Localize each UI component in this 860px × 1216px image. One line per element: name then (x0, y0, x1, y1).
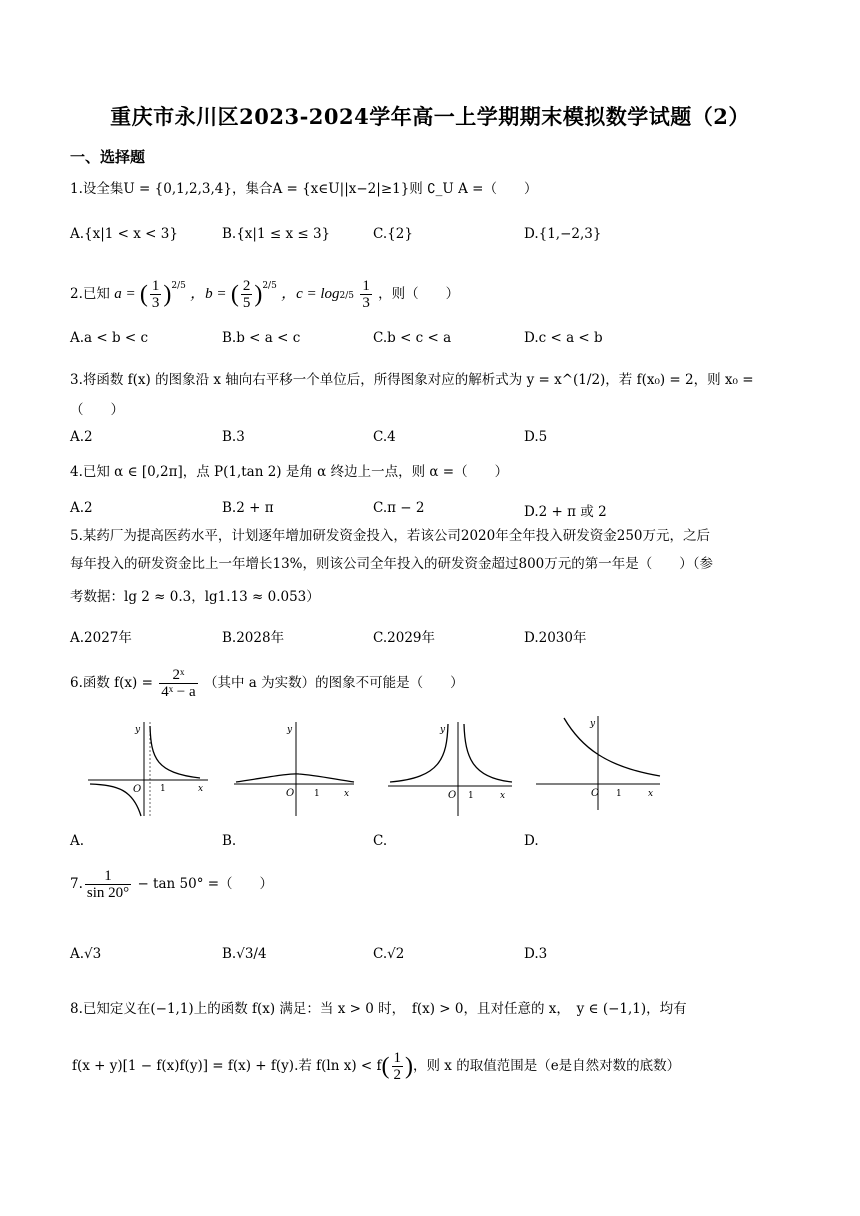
q7-frac-num: 1 (85, 868, 131, 885)
q6-frac-den: 4ˣ − a (161, 684, 196, 700)
question-5-line3: 考数据：lg 2 ≈ 0.3，lg1.13 ≈ 0.053） (70, 589, 320, 605)
q1-option-c: C.{2} (373, 226, 413, 242)
question-3-line2: （ ） (70, 402, 124, 418)
graph-c-x-label: x (500, 791, 506, 801)
q6-graph-a (88, 718, 213, 818)
q6-graph-c (388, 718, 513, 818)
graph-b-y-label: y (287, 725, 293, 735)
question-4-stem: 4.已知 α ∈ [0,2π]，点 P(1,tan 2) 是角 α 终边上一点，则 α =（ ） (70, 464, 509, 480)
q2-option-d: D.c < a < b (524, 330, 603, 346)
graph-a-x-label: x (198, 784, 204, 794)
q3-option-d: D.5 (524, 429, 548, 445)
q6-graph-d (536, 712, 661, 812)
graph-a-y-label: y (135, 725, 141, 735)
graph-c-origin-label: O (448, 790, 457, 801)
q4-option-a: A.2 (70, 500, 93, 516)
graph-c-one-label: 1 (468, 791, 474, 801)
q5-option-a: A.2027年 (70, 630, 132, 646)
q4-option-d: D.2 + π 或 2 (524, 504, 607, 520)
page-title: 重庆市永川区2023-2024学年高一上学期期末模拟数学试题（2） (110, 104, 750, 129)
q6-prefix: 6.函数 f(x) = (70, 675, 153, 691)
q4-option-c: C.π − 2 (373, 500, 425, 516)
section-heading: 一、选择题 (70, 148, 146, 166)
q1-option-d: D.{1,−2,3} (524, 226, 602, 242)
graph-d-origin-label: O (591, 788, 600, 799)
q3-option-b: B.3 (222, 429, 245, 445)
q3-option-c: C.4 (373, 429, 396, 445)
graph-b-one-label: 1 (314, 789, 320, 799)
q8-frac-den: 2 (393, 1067, 401, 1083)
graph-d-one-label: 1 (616, 789, 622, 799)
q7-option-b: B.√3/4 (222, 946, 267, 962)
q1-option-b: B.{x|1 ≤ x ≤ 3} (222, 226, 331, 242)
q7-option-d: D.3 (524, 946, 548, 962)
question-5-line1: 5.某药厂为提高医药水平，计划逐年增加研发资金投入，若该公司2020年全年投入研发资金250万元，之后 (70, 528, 711, 544)
graph-c-y-label: y (440, 725, 446, 735)
q8-frac-num: 1 (393, 1050, 401, 1066)
q2-b-label: ，b = (190, 286, 227, 302)
q6-graph-label-d: D. (524, 833, 539, 849)
q5-option-d: D.2030年 (524, 630, 587, 646)
q2-prefix: 2.已知 (70, 286, 110, 302)
question-6-stem (70, 662, 464, 704)
question-3-line1: 3.将函数 f(x) 的图象沿 x 轴向右平移一个单位后，所得图象对应的解析式为 y = x^(1/2)，若 f(x₀) = 2，则 x₀ = (70, 372, 754, 388)
q5-option-b: B.2028年 (222, 630, 285, 646)
q2-a-label: a = (114, 286, 136, 302)
q8-line2-a: f(x + y)[1 − f(x)f(y)] = f(x) + f(y).若 f(ln x) < f (72, 1058, 382, 1074)
q7-prefix: 7. (70, 876, 83, 892)
q2-option-c: C.b < c < a (373, 330, 452, 346)
q2-option-a: A.a < b < c (70, 330, 149, 346)
graph-a-origin-label: O (133, 784, 142, 795)
q2-c-label: ，c = log (281, 286, 340, 302)
q6-graph-label-c: C. (373, 833, 388, 849)
q4-option-b: B.2 + π (222, 500, 274, 516)
q5-option-c: C.2029年 (373, 630, 435, 646)
q1-option-a: A.{x|1 < x < 3} (70, 226, 178, 242)
q6-graph-label-b: B. (222, 833, 237, 849)
graph-b-x-label: x (344, 789, 350, 799)
question-7-stem (70, 862, 273, 906)
q3-option-a: A.2 (70, 429, 93, 445)
graph-d-x-label: x (648, 789, 654, 799)
q7-frac-den: sin 20° (86, 885, 130, 901)
graph-d-y-label: y (590, 719, 596, 729)
question-1-stem: 1.设全集U = {0,1,2,3,4}，集合A = {x∈U||x−2|≥1}则 ∁_U A =（ ） (70, 181, 538, 197)
q6-suffix: （其中 a 为实数）的图象不可能是（ ） (203, 675, 464, 691)
graph-b-origin-label: O (286, 788, 295, 799)
question-8-line1: 8.已知定义在(−1,1)上的函数 f(x) 满足：当 x > 0 时， f(x) > 0，且对任意的 x， y ∈ (−1,1)，均有 (70, 1001, 687, 1017)
q6-graph-label-a: A. (70, 833, 85, 849)
question-2-stem: 2.已知 a = ( $\frac{1}{3}$ )$^{2/5}$ ，b = ( $\frac{2}{5}$ )$^{2/5}$ ，c = log2/5 $\frac{1}{3}$ ，则（ ） (70, 278, 460, 311)
q6-graph-b (234, 718, 359, 818)
q2-suffix: ，则（ ） (378, 286, 460, 302)
q7-suffix: − tan 50° =（ ） (137, 876, 274, 892)
question-8-line2: f(x + y)[1 − f(x)f(y)] = f(x) + f(y).若 f(ln x) < f( $\frac{1}{2}$ )，则 x 的取值范围是（e是自然对数的底数） (72, 1050, 681, 1083)
q8-line2-b: ，则 x 的取值范围是（e是自然对数的底数） (413, 1058, 681, 1074)
q2-option-b: B.b < a < c (222, 330, 301, 346)
q6-frac-num: 2ˣ (159, 667, 197, 684)
q7-option-a: A.√3 (70, 946, 102, 962)
q7-option-c: C.√2 (373, 946, 405, 962)
graph-a-one-label: 1 (160, 784, 166, 794)
question-5-line2: 每年投入的研发资金比上一年增长13%，则该公司全年投入的研发资金超过800万元的第一年是（ ）（参 (70, 556, 714, 572)
